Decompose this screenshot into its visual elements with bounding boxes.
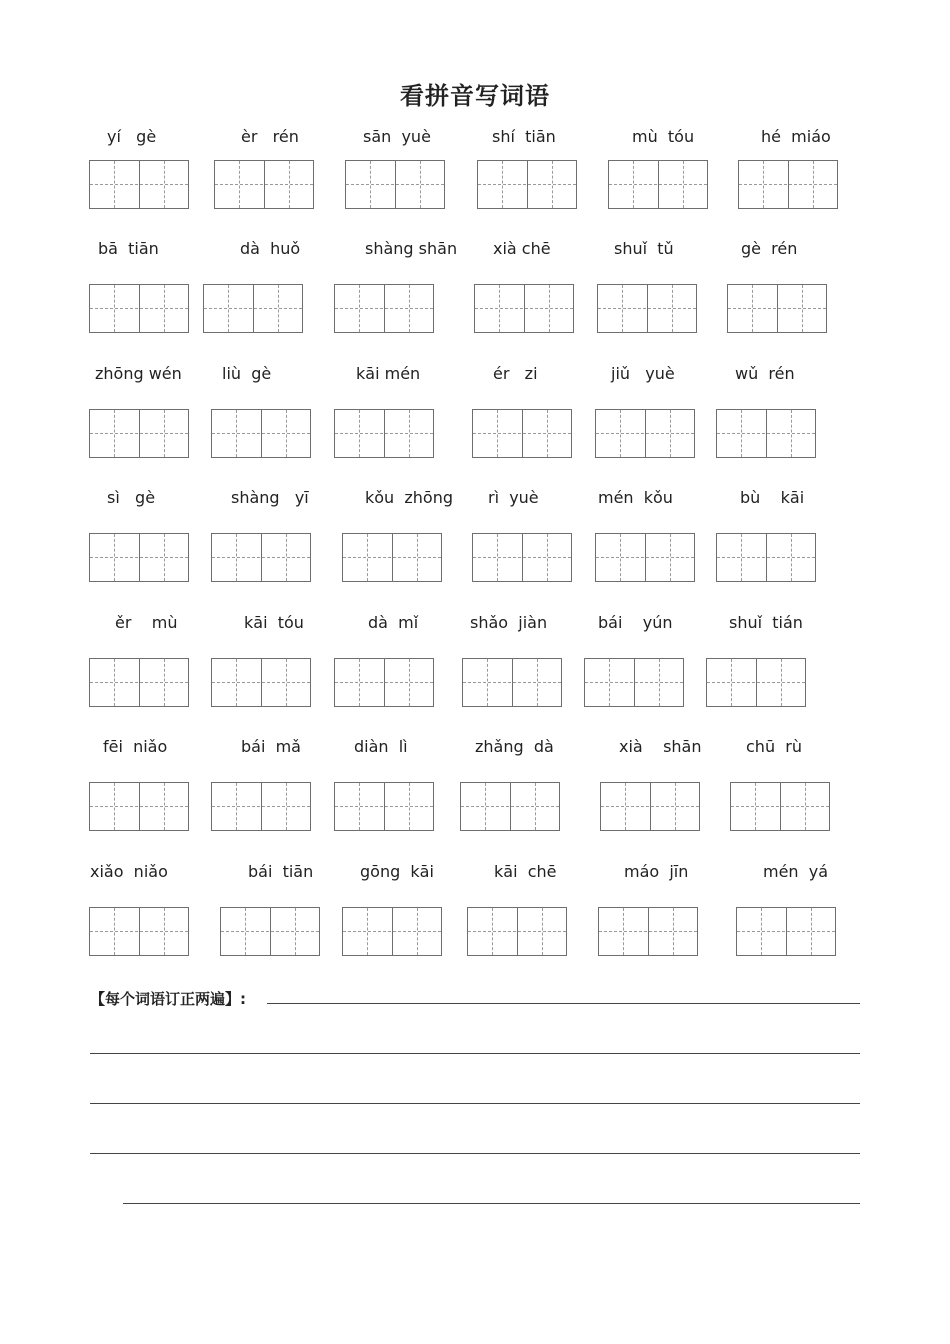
pinyin-label: xiǎo niǎo: [90, 862, 168, 881]
writing-grid: [462, 658, 562, 707]
pinyin-label: jiǔ yuè: [611, 364, 675, 383]
pinyin-label: bái tiān: [248, 862, 314, 881]
writing-grid: [89, 658, 189, 707]
writing-grid: [211, 409, 311, 458]
writing-grid: [342, 533, 442, 582]
pinyin-label: diàn lì: [354, 737, 408, 756]
writing-grid: [472, 533, 572, 582]
writing-grid: [89, 409, 189, 458]
writing-grid: [474, 284, 574, 333]
writing-grid: [477, 160, 577, 209]
pinyin-label: gè rén: [741, 239, 798, 258]
pinyin-label: shàng yī: [231, 488, 309, 507]
worksheet-title: 看拼音写词语: [400, 81, 550, 110]
pinyin-label: chū rù: [746, 737, 802, 756]
writing-grid: [89, 782, 189, 831]
writing-grid: [334, 658, 434, 707]
writing-grid: [214, 160, 314, 209]
pinyin-label: xià chē: [493, 239, 551, 258]
pinyin-label: zhǎng dà: [475, 737, 554, 756]
writing-grid: [211, 533, 311, 582]
writing-grid: [736, 907, 836, 956]
writing-grid: [738, 160, 838, 209]
correction-line: [90, 1053, 860, 1054]
pinyin-label: fēi niǎo: [103, 737, 168, 756]
correction-line: [267, 1003, 860, 1004]
pinyin-label: sān yuè: [363, 127, 431, 146]
pinyin-label: ěr mù: [115, 613, 178, 632]
pinyin-label: yí gè: [107, 127, 157, 146]
writing-grid: [211, 782, 311, 831]
pinyin-label: bā tiān: [98, 239, 159, 258]
writing-grid: [220, 907, 320, 956]
writing-grid: [595, 533, 695, 582]
pinyin-label: ér zi: [493, 364, 538, 383]
writing-grid: [716, 533, 816, 582]
writing-grid: [716, 409, 816, 458]
writing-grid: [595, 409, 695, 458]
writing-grid: [89, 533, 189, 582]
pinyin-label: dà huǒ: [240, 239, 301, 258]
pinyin-label: shǎo jiàn: [470, 613, 548, 632]
writing-grid: [600, 782, 700, 831]
correction-line: [123, 1203, 860, 1204]
writing-grid: [706, 658, 806, 707]
writing-grid: [584, 658, 684, 707]
correction-line: [90, 1103, 860, 1104]
pinyin-label: kāi chē: [494, 862, 557, 881]
writing-grid: [608, 160, 708, 209]
writing-grid: [89, 907, 189, 956]
pinyin-label: shàng shān: [365, 239, 458, 258]
pinyin-label: mén kǒu: [598, 488, 673, 507]
pinyin-label: shuǐ tián: [729, 613, 803, 632]
pinyin-label: kāi mén: [356, 364, 421, 383]
writing-grid: [345, 160, 445, 209]
writing-grid: [203, 284, 303, 333]
writing-grid: [598, 907, 698, 956]
pinyin-label: sì gè: [107, 488, 156, 507]
pinyin-label: zhōng wén: [95, 364, 182, 383]
pinyin-label: gōng kāi: [360, 862, 434, 881]
pinyin-label: dà mǐ: [368, 613, 419, 632]
writing-grid: [730, 782, 830, 831]
writing-grid: [460, 782, 560, 831]
writing-grid: [472, 409, 572, 458]
writing-grid: [342, 907, 442, 956]
writing-grid: [597, 284, 697, 333]
pinyin-label: liù gè: [222, 364, 272, 383]
pinyin-label: xià shān: [619, 737, 702, 756]
correction-line: [90, 1153, 860, 1154]
writing-grid: [467, 907, 567, 956]
pinyin-label: bái yún: [598, 613, 673, 632]
writing-grid: [89, 284, 189, 333]
pinyin-label: hé miáo: [761, 127, 831, 146]
writing-grid: [334, 284, 434, 333]
writing-grid: [334, 409, 434, 458]
pinyin-label: shí tiān: [492, 127, 556, 146]
writing-grid: [334, 782, 434, 831]
pinyin-label: rì yuè: [488, 488, 539, 507]
writing-grid: [89, 160, 189, 209]
pinyin-label: bái mǎ: [241, 737, 301, 756]
pinyin-label: wǔ rén: [735, 364, 795, 383]
pinyin-label: kǒu zhōng: [365, 488, 453, 507]
correction-instruction: 【每个词语订正两遍】:: [90, 990, 246, 1008]
pinyin-label: mén yá: [763, 862, 829, 881]
pinyin-label: mù tóu: [632, 127, 695, 146]
writing-grid: [727, 284, 827, 333]
pinyin-label: máo jīn: [624, 862, 689, 881]
pinyin-label: shuǐ tǔ: [614, 239, 674, 258]
writing-grid: [211, 658, 311, 707]
pinyin-label: bù kāi: [740, 488, 805, 507]
pinyin-label: èr rén: [241, 127, 299, 146]
pinyin-label: kāi tóu: [244, 613, 304, 632]
